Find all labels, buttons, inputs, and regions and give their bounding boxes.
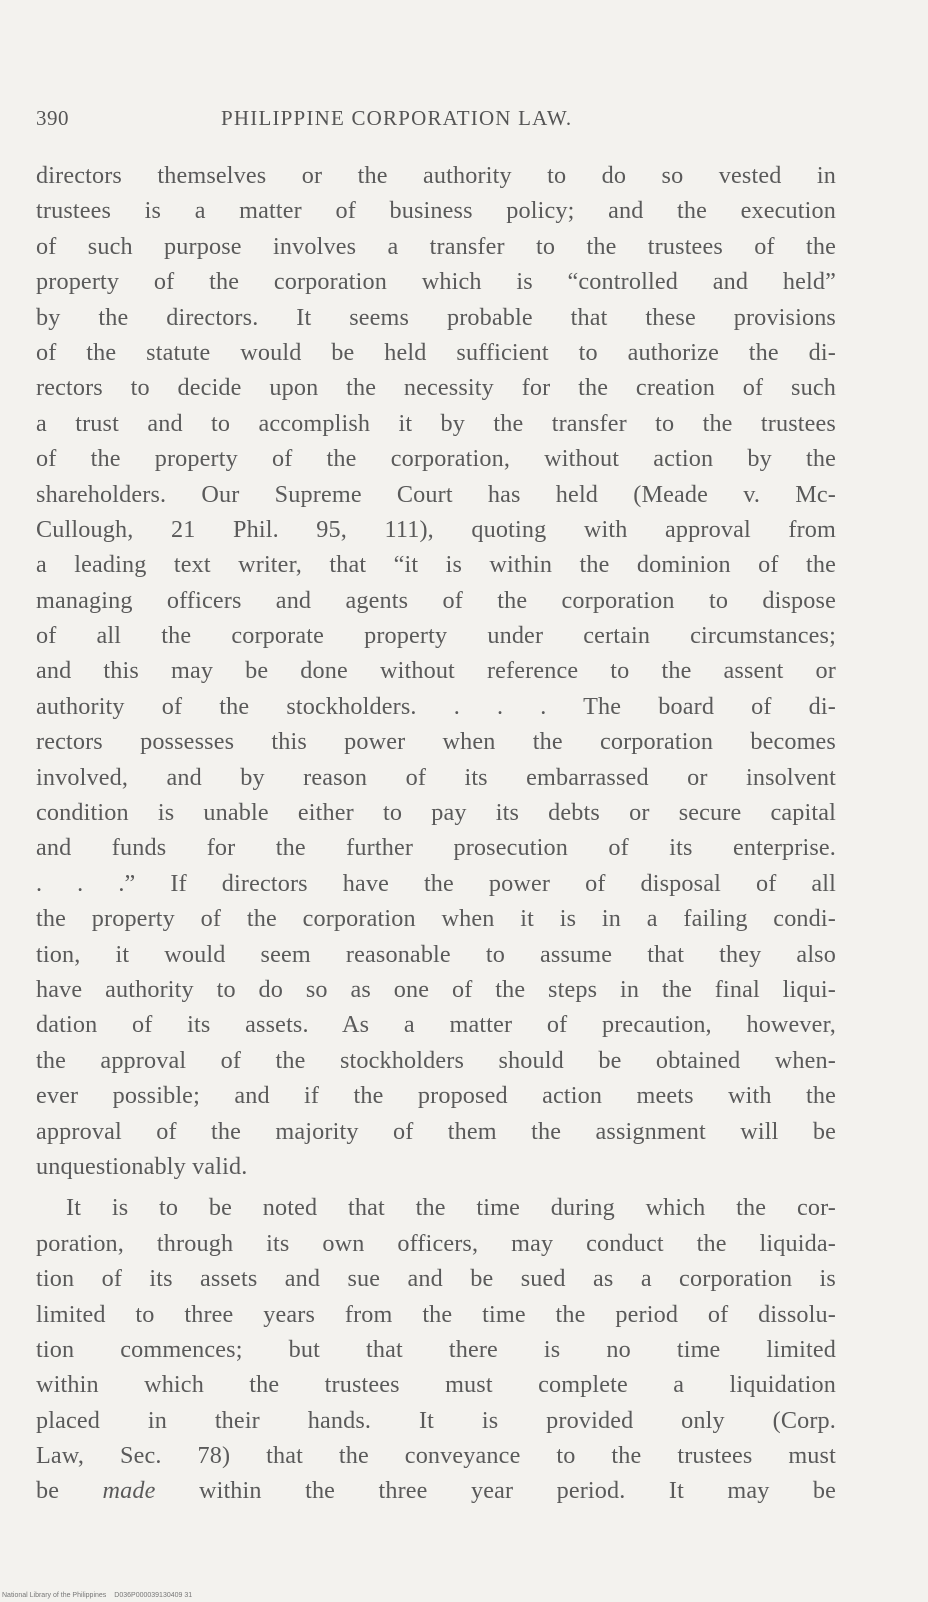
- text-line: and this may be done without reference to the assent or: [36, 657, 836, 685]
- text-line: unquestionably valid.: [36, 1152, 248, 1180]
- text-line: shareholders. Our Supreme Court has held (Meade v. Mc-: [36, 480, 836, 508]
- page-number: 390: [36, 106, 69, 130]
- text-line: by the directors. It seems probable that these provisions: [36, 303, 836, 331]
- text-line: have authority to do so as one of the steps in the final liqui-: [36, 975, 836, 1003]
- running-title: PHILIPPINE CORPORATION LAW.: [221, 106, 573, 130]
- text-line-final: [36, 1473, 836, 1508]
- line-text-after: within the three year period. It may be: [155, 1477, 836, 1505]
- running-head: [36, 106, 876, 136]
- text-line: of such purpose involves a transfer to the trustees of the: [36, 232, 836, 260]
- text-line: property of the corporation which is “controlled and held”: [36, 268, 836, 296]
- text-line: of the property of the corporation, without action by the: [36, 445, 836, 473]
- text-line: the property of the corporation when it is in a failing condi-: [36, 905, 836, 933]
- text-line: tion, it would seem reasonable to assume that they also: [36, 940, 836, 968]
- text-line: tion of its assets and sue and be sued as a corporation is: [36, 1265, 836, 1293]
- text-line: trustees is a matter of business policy; and the execution: [36, 197, 836, 225]
- text-line: the approval of the stockholders should be obtained when-: [36, 1046, 836, 1074]
- text-line: Cullough, 21 Phil. 95, 111), quoting with approval from: [36, 515, 836, 543]
- text-line: approval of the majority of them the assignment will be: [36, 1117, 836, 1145]
- text-line: rectors to decide upon the necessity for the creation of such: [36, 374, 836, 402]
- body-text: [36, 158, 836, 1509]
- text-line: poration, through its own officers, may conduct the liquida-: [36, 1229, 836, 1257]
- line-text-before: be: [36, 1477, 103, 1505]
- paragraph-2: [36, 1190, 836, 1509]
- text-line: involved, and by reason of its embarrassed or insolvent: [36, 763, 836, 791]
- text-line: limited to three years from the time the period of dissolu-: [36, 1300, 836, 1328]
- text-line: authority of the stockholders. . . . The board of di-: [36, 692, 836, 720]
- paragraph-1: [36, 158, 836, 1184]
- scan-footer: [2, 1592, 192, 1599]
- text-line: dation of its assets. As a matter of precaution, however,: [36, 1011, 836, 1039]
- text-line: and funds for the further prosecution of its enterprise.: [36, 834, 836, 862]
- text-line: of all the corporate property under certain circumstances;: [36, 622, 836, 650]
- text-line: ever possible; and if the proposed action meets with the: [36, 1082, 836, 1110]
- footer-code: D036P000039130409 31: [114, 1592, 193, 1599]
- text-line: It is to be noted that the time during which the cor-: [66, 1194, 836, 1222]
- text-line: a trust and to accomplish it by the transfer to the trustees: [36, 409, 836, 437]
- text-line: . . .” If directors have the power of disposal of all: [36, 869, 836, 897]
- text-line: of the statute would be held sufficient to authorize the di-: [36, 338, 836, 366]
- text-line: managing officers and agents of the corporation to dispose: [36, 586, 836, 614]
- text-line: rectors possesses this power when the corporation becomes: [36, 728, 836, 756]
- text-line: within which the trustees must complete a liquidation: [36, 1371, 836, 1399]
- text-line: directors themselves or the authority to do so vested in: [36, 162, 836, 189]
- text-line: a leading text writer, that “it is within the dominion of the: [36, 551, 836, 579]
- text-line: Law, Sec. 78) that the conveyance to the trustees must: [36, 1442, 836, 1470]
- text-line: placed in their hands. It is provided only (Corp.: [36, 1406, 836, 1434]
- text-line: tion commences; but that there is no time limited: [36, 1335, 836, 1363]
- italic-emphasis: made: [102, 1477, 156, 1505]
- text-line: condition is unable either to pay its debts or secure capital: [36, 799, 836, 827]
- footer-library: National Library of the Philippines: [2, 1592, 107, 1599]
